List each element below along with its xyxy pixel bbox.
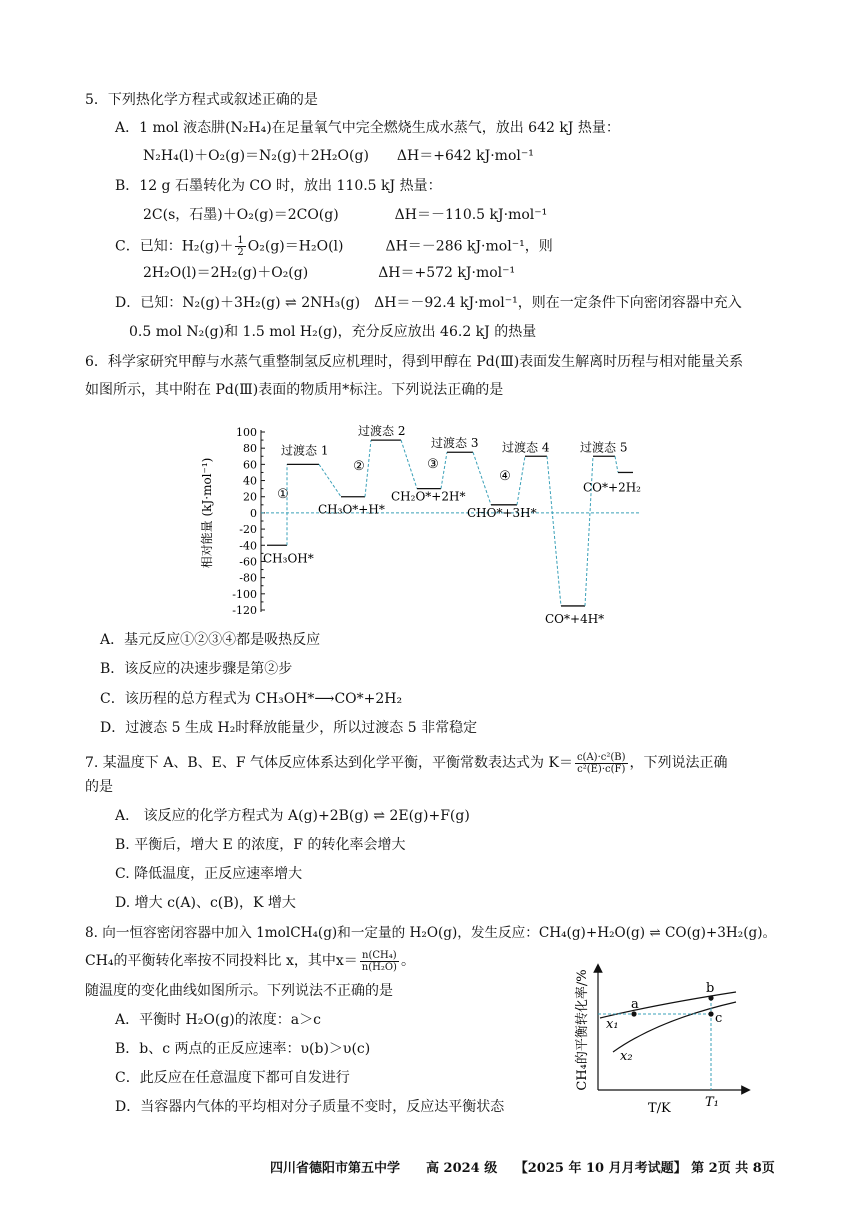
graph-y-label: CH₄的平衡转化率/% (575, 969, 590, 1091)
level-label: 过渡态 2 (358, 424, 406, 439)
step-marker: ③ (427, 457, 439, 472)
q5-option-d-cont: 0.5 mol N₂(g)和 1.5 mol H₂(g)，充分反应放出 46.2 kJ 的热量 (129, 324, 537, 340)
y-tick-label: -100 (232, 587, 257, 601)
y-tick-label: 20 (243, 490, 257, 504)
y-tick-label: 100 (236, 426, 257, 439)
q8-stem-1: 8. 向一恒容密闭容器中加入 1molCH₄(g)和一定量的 H₂O(g)，发生反应：CH₄(g)+H₂O(g) ⇌ CO(g)+3H₂(g)。 (85, 925, 777, 941)
q6-stem-1: 6．科学家研究甲醇与水蒸气重整制氢反应机理时，得到甲醇在 Pd(Ⅲ)表面发生解离时历程与相对能量关系 (85, 354, 744, 370)
q8-stem-2 (85, 947, 415, 975)
k-fraction (575, 752, 628, 775)
q8-option-b: B．b、c 两点的正反应速率：υ(b)＞υ(c) (115, 1041, 371, 1057)
y-tick-label: -80 (239, 571, 257, 585)
q6-option-d: D．过渡态 5 生成 H₂时释放能量少，所以过渡态 5 非常稳定 (100, 720, 478, 736)
transition-connector (319, 464, 341, 496)
transition-connector (615, 456, 618, 472)
label-t1: T₁ (705, 1095, 719, 1110)
x-numerator: n(CH₄) (360, 950, 399, 962)
label-x2: x₂ (620, 1049, 633, 1064)
q5-option-b: B．12 g 石墨转化为 CO 时，放出 110.5 kJ 热量： (115, 178, 442, 194)
k-numerator: c(A)·c²(B) (576, 751, 626, 763)
q7-option-c: C. 降低温度，正反应速率增大 (115, 866, 303, 882)
q5-option-d: D．已知：N₂(g)＋3H₂(g) ⇌ 2NH₃(g) ΔH＝－92.4 kJ·mol⁻¹，则在一定条件下向密闭容器中充入 (115, 295, 742, 311)
step-marker: ② (353, 459, 365, 474)
q8-option-c: C．此反应在任意温度下都可自发进行 (115, 1070, 350, 1086)
energy-profile (267, 440, 633, 606)
q7-stem-post: ，下列说法正确 (629, 755, 728, 771)
q5-c-post: O₂(g)＝H₂O(l) ΔH＝－286 kJ·mol⁻¹，则 (247, 238, 553, 255)
half-denominator: 2 (237, 247, 244, 258)
q5-stem: 5．下列热化学方程式或叙述正确的是 (85, 92, 318, 108)
level-label: CH₂O*+2H* (391, 489, 466, 504)
q7-stem-2: 的是 (85, 779, 113, 795)
transition-connector (401, 440, 417, 489)
y-tick-label: -40 (239, 539, 257, 553)
page-footer: 四川省德阳市第五中学 高 2024 级 【2025 年 10 月月考试题】 第 2页 共 8页 (270, 1161, 775, 1176)
y-tick-label: 80 (243, 442, 257, 456)
label-x1: x₁ (606, 1017, 619, 1032)
label-c: c (715, 1011, 723, 1026)
q5-option-c (115, 235, 553, 258)
q8-option-d: D．当容器内气体的平均相对分子质量不变时，反应达平衡状态 (115, 1099, 505, 1115)
level-labels (263, 423, 641, 626)
transition-connector (517, 456, 525, 505)
level-label: 过渡态 5 (580, 440, 628, 455)
half-numerator: 1 (237, 235, 244, 246)
q6-option-c: C．该历程的总方程式为 CH₃OH*⟶CO*+2H₂ (100, 691, 403, 707)
step-marker: ④ (499, 469, 511, 484)
transition-connector (441, 452, 447, 488)
q7-option-a: A． 该反应的化学方程式为 A(g)+2B(g) ⇌ 2E(g)+F(g) (115, 808, 470, 824)
q7-stem (85, 749, 728, 777)
conversion-vs-temperature-graph (568, 962, 753, 1122)
transition-connector (585, 456, 593, 606)
x-denominator: n(H₂O) (361, 961, 397, 973)
q5-option-b-equation: 2C(s，石墨)＋O₂(g)＝2CO(g) ΔH＝－110.5 kJ·mol⁻¹ (143, 207, 548, 223)
point-b (708, 995, 713, 1000)
x-axis-label: T/K (648, 1101, 671, 1116)
level-label: 过渡态 4 (502, 440, 550, 455)
q8-stem-2-post: 。 (400, 953, 415, 969)
y-tick-label: 0 (250, 506, 257, 520)
q8-option-a: A．平衡时 H₂O(g)的浓度：a＞c (115, 1012, 321, 1028)
q7-stem-pre: 7. 某温度下 A、B、E、F 气体反应体系达到化学平衡，平衡常数表达式为 K＝ (85, 755, 573, 771)
level-label: 过渡态 3 (431, 436, 479, 451)
q8-stem-3: 随温度的变化曲线如图所示。下列说法不正确的是 (85, 983, 393, 999)
step-marker: ① (277, 487, 289, 502)
q6-option-b: B．该反应的决速步骤是第②步 (100, 661, 293, 677)
q7-option-b: B. 平衡后，增大 E 的浓度，F 的转化率会增大 (115, 837, 406, 853)
transition-connector (547, 456, 561, 606)
level-label: 过渡态 1 (281, 443, 329, 458)
q6-option-a: A．基元反应①②③④都是吸热反应 (100, 632, 321, 648)
q8-stem-2-pre: CH₄的平衡转化率按不同投料比 x，其中x＝ (85, 953, 358, 969)
y-tick-label: -120 (232, 604, 257, 617)
q5-option-a: A．1 mol 液态肼(N₂H₄)在足量氧气中完全燃烧生成水蒸气，放出 642 kJ 热量： (115, 120, 620, 136)
k-denominator: c²(E)·c(F) (577, 763, 626, 775)
energy-profile-chart (195, 418, 650, 628)
label-b: b (706, 981, 715, 996)
q5-c-pre: C．已知：H₂(g)＋ (115, 238, 234, 255)
level-label: CH₃OH* (263, 551, 314, 566)
y-axis-label: 相对能量 (kJ·mol⁻¹) (200, 457, 214, 569)
q6-stem-2: 如图所示，其中附在 Pd(Ⅲ)表面的物质用*标注。下列说法正确的是 (85, 382, 504, 398)
point-a (631, 1011, 636, 1016)
q5-option-c-equation: 2H₂O(l)＝2H₂(g)＋O₂(g) ΔH＝+572 kJ·mol⁻¹ (143, 265, 516, 281)
level-label: CHO*+3H* (467, 505, 537, 520)
y-axis (232, 426, 265, 617)
transition-connector (473, 452, 491, 505)
y-tick-label: -60 (239, 555, 257, 569)
y-tick-label: 40 (243, 474, 257, 488)
q5-option-a-equation: N₂H₄(l)＋O₂(g)＝N₂(g)＋2H₂O(g) ΔH＝+642 kJ·mol⁻¹ (143, 148, 534, 164)
transition-connector (365, 440, 371, 497)
y-tick-label: -20 (239, 523, 257, 537)
x-fraction (360, 950, 399, 973)
level-label: CO*+2H₂ (583, 480, 641, 495)
half-fraction (235, 235, 245, 258)
point-c (708, 1011, 713, 1016)
y-tick-label: 60 (243, 458, 257, 472)
q7-option-d: D. 增大 c(A)、c(B)，K 增大 (115, 895, 296, 911)
level-label: CO*+4H* (545, 611, 605, 626)
label-a: a (631, 997, 639, 1012)
level-label: CH₃O*+H* (318, 502, 385, 517)
